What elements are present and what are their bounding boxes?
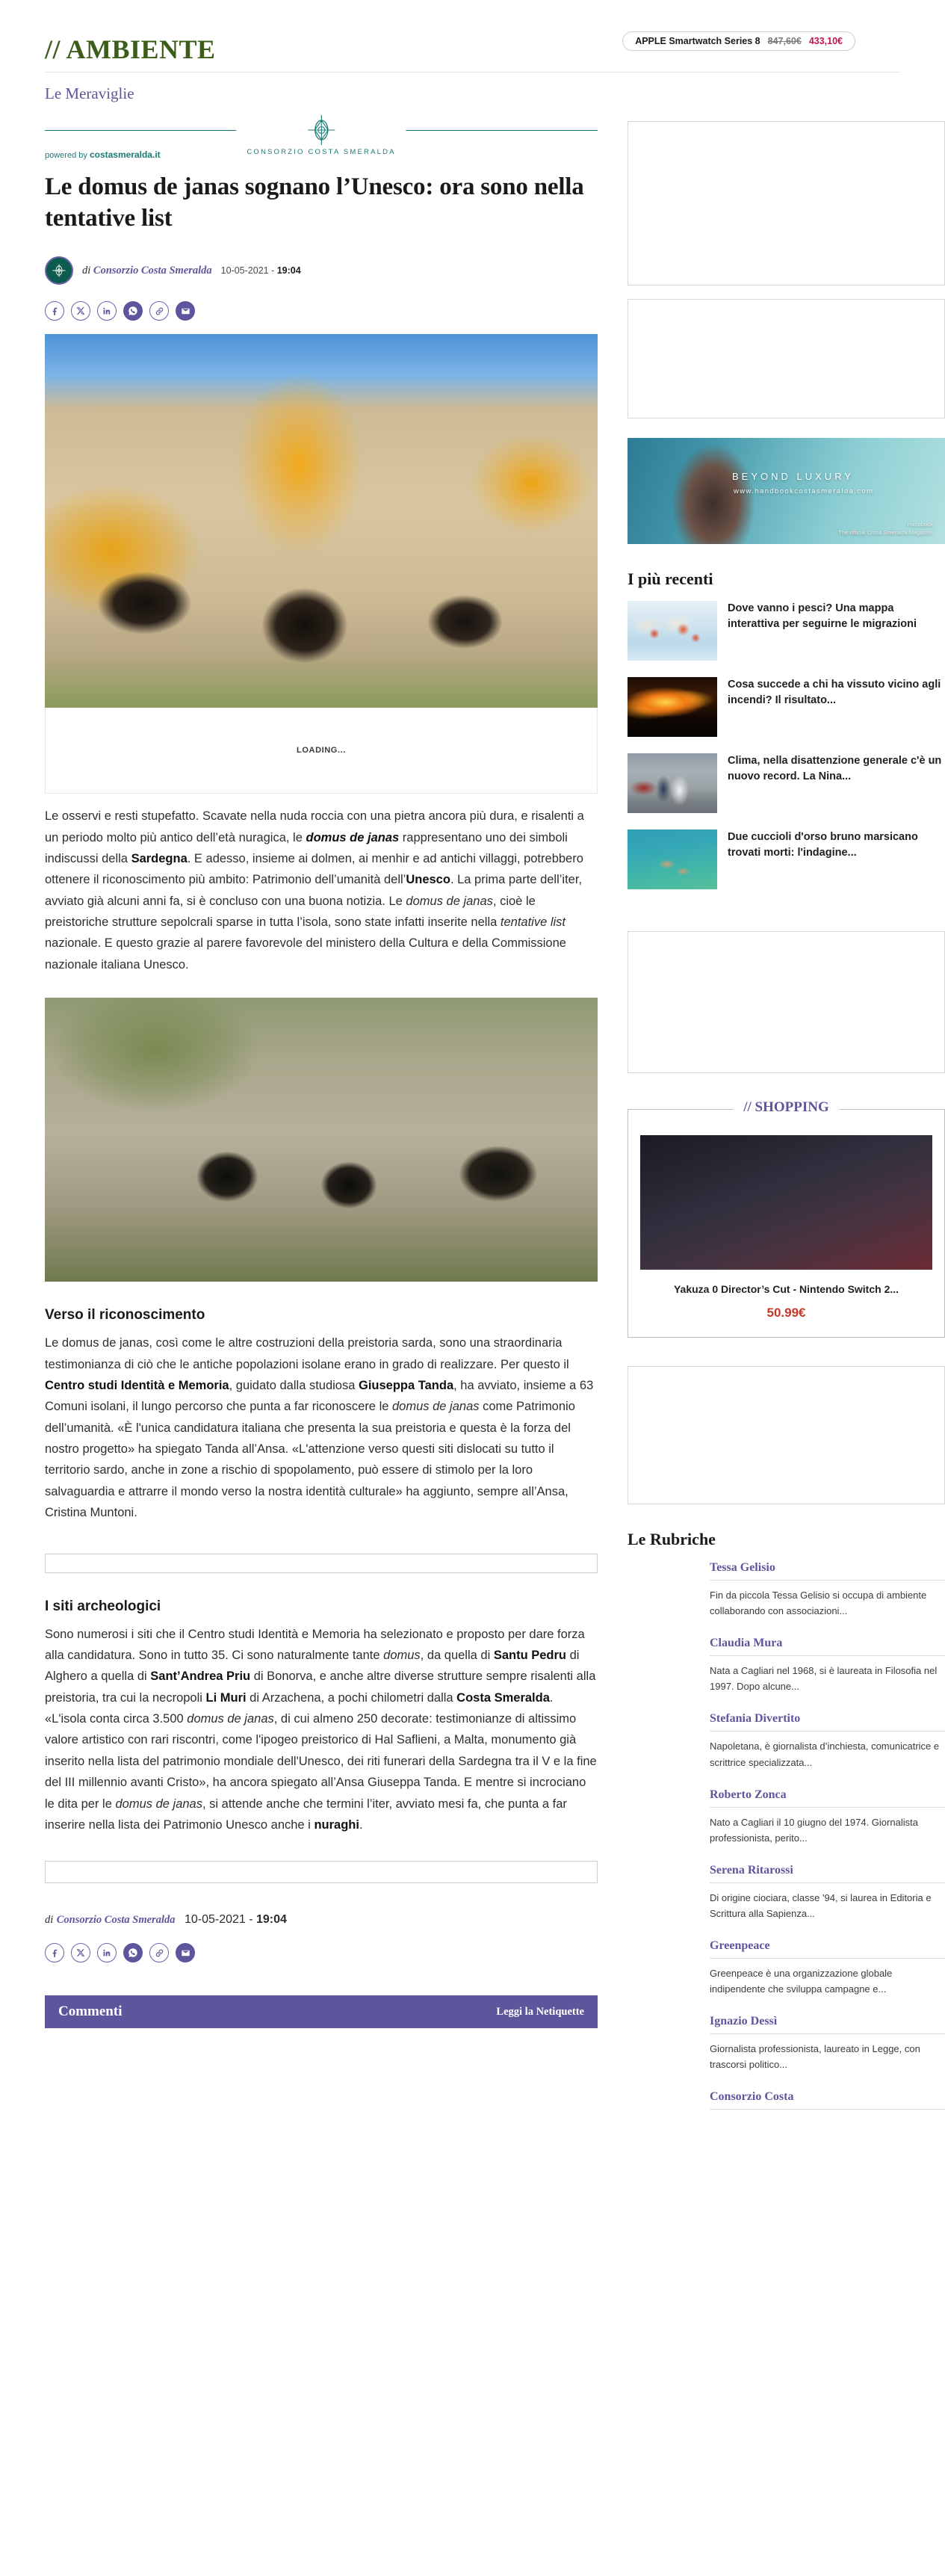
shopping-product-image[interactable]: [640, 1135, 932, 1270]
para3-seg-g: di Bonorva, e anche altre diverse strutture sempre risalenti alla preistoria, tra cui la necropoli: [45, 1670, 596, 1705]
article-paragraph-3: [45, 1624, 598, 1836]
ticker-old-price: 847,60€: [767, 36, 802, 46]
linkedin-icon[interactable]: [97, 1943, 117, 1962]
share-row-top: [45, 301, 598, 321]
byline-bottom-time-value: 19:04: [256, 1913, 287, 1927]
powered-by-brand: costasmeralda.it: [89, 149, 161, 160]
promo-banner[interactable]: [628, 438, 945, 544]
para3-seg-f: Sant’Andrea Priu: [150, 1670, 251, 1684]
rubrica-name[interactable]: Claudia Mura: [710, 1637, 945, 1656]
para2-seg-b: Centro studi Identità e Memoria: [45, 1378, 229, 1392]
main-column: [45, 108, 598, 2028]
para2-seg-a: Le domus de janas, così come le altre costruzioni della preistoria sarda, sono una straordinaria testimonianza di ciò che le antiche popolazioni isolane erano in grado di realizzare. Per questo il: [45, 1336, 569, 1371]
sponsor-strip: [45, 114, 598, 160]
para1-seg-g: . La prima parte dell’iter, avviato già alcuni anni fa, si è concluso con una buona notizia. Le: [45, 873, 583, 908]
para3-seg-i: di Arzachena, a pochi chilometri dalla: [246, 1690, 457, 1705]
recent-title-1: Dove vanno i pesci? Una mappa interattiva per seguirne le migrazioni: [728, 602, 917, 630]
email-icon[interactable]: [176, 301, 195, 321]
price-ticker[interactable]: [622, 31, 855, 51]
section-kicker-label: AMBIENTE: [66, 34, 216, 64]
rubrica-desc: Giornalista professionista, laureato in Legge, con trascorsi politico...: [710, 2042, 920, 2070]
byline-bottom-prefix: di: [45, 1914, 54, 1927]
para2-seg-e: , ha avviato, insieme a 63 Comuni isolani, il lungo percorso che punta a far riconoscere le: [45, 1378, 594, 1414]
rubrica-item[interactable]: [628, 1561, 945, 1619]
promo-url: www.handbookcostasmeralda.com: [734, 487, 874, 495]
powered-by[interactable]: [45, 149, 168, 160]
para3-seg-q: .: [359, 1817, 363, 1832]
rubrica-desc: Nato a Cagliari il 10 giugno del 1974. Giornalista professionista, perito...: [710, 1816, 918, 1844]
article-paragraph-2: [45, 1332, 598, 1523]
avatar: [45, 256, 73, 285]
byline-bottom-date-value: 10-05-2021 -: [184, 1913, 256, 1927]
byline: [45, 256, 598, 285]
promo-footer: [838, 520, 933, 537]
loading-placeholder: [45, 708, 598, 794]
para1-seg-k: nazionale. E questo grazie al parere favorevole del ministero della Cultura e della Commissione nazionale italiana Unesco.: [45, 936, 566, 972]
sponsor-brand[interactable]: [236, 114, 406, 156]
para1-seg-h: domus de janas: [406, 894, 493, 908]
section-heading-verso: Verso il riconoscimento: [45, 1307, 205, 1323]
recent-thumb-2: [628, 677, 717, 737]
recent-title-4: Due cuccioli d'orso bruno marsicano trovati morti: l'indagine...: [728, 831, 918, 859]
promo-footer-line2: The official Costa Smeralda Magazine: [838, 528, 933, 536]
rubrica-desc: Di origine ciociara, classe '94, si laurea in Editoria e Scrittura alla Sapienza...: [710, 1891, 932, 1919]
para1-seg-e: . E adesso, insieme ai dolmen, ai menhir e ad antichi villaggi, potrebbero ottenere il riconoscimento più ambito: Patrimonio dell’umanità dell’: [45, 851, 583, 887]
byline-bottom-date: [185, 1913, 287, 1926]
shopping-card: [628, 1099, 945, 1338]
para3-seg-n: domus de janas: [115, 1797, 202, 1811]
byline-bottom: [45, 1913, 598, 1927]
para3-seg-m: , di cui almeno 250 decorate: testimonianze di altissimo valore artistico con rari riscontri, come l'ipogeo preistorico di Hal Saflieni, a Malta, monumento già inserito nella lista del patrimonio mondiale dell'Unesco, dei riti funerari della Sardegna tra il V e la fine del III millennio avanti Cristo», ha ancora spiegato all’Ansa Giuseppa Tanda. E mentre si incrociano le dita per le: [45, 1712, 597, 1811]
section-kicker-slashes: //: [45, 34, 61, 64]
comments-bar: [45, 1995, 598, 2028]
breadcrumb[interactable]: [45, 72, 900, 108]
rubrica-item[interactable]: [628, 1788, 945, 1846]
recent-article-2[interactable]: [628, 677, 945, 737]
rubrica-desc: Greenpeace è una organizzazione globale indipendente che sviluppa campagne e...: [710, 1967, 893, 1995]
para3-seg-d: Santu Pedru: [493, 1648, 567, 1662]
ad-slot-fourth[interactable]: [628, 1366, 945, 1504]
recent-title-2: Cosa succede a chi ha vissuto vicino agli incendi? Il risultato...: [728, 679, 941, 706]
recent-title-3: Clima, nella disattenzione generale c'è un nuovo record. La Nina...: [728, 755, 942, 782]
rubrica-name[interactable]: Stefania Divertito: [710, 1712, 945, 1732]
facebook-icon[interactable]: [45, 1943, 64, 1962]
ticker-product-name: APPLE Smartwatch Series 8: [635, 36, 760, 46]
recent-thumb-3: [628, 753, 717, 813]
para3-seg-p: nuraghi: [314, 1817, 359, 1832]
rubrica-item[interactable]: [628, 1712, 945, 1770]
ad-slot-third[interactable]: [628, 931, 945, 1073]
byline-text: [82, 265, 212, 277]
para1-seg-f: Unesco: [406, 873, 450, 887]
para2-seg-g: come Patrimonio dell’umanità. «È l'unica candidatura italiana che presenta la sua preistoria e questa è la forza del nostro progetto» ha spiegato Tanda all’Ansa. «L'attenzione verso questi siti dislocati su tutto il territorio sardo, anche in zone a rischio di spopolamento, può essere di stimolo per la loro salvaguardia e attrarre il mondo verso la nostra identità culturale» ha aggiunto, sempre all’Ansa, Cristina Muntoni.: [45, 1400, 575, 1520]
comments-title: Commenti: [58, 2004, 123, 2020]
shopping-heading: // SHOPPING: [733, 1099, 840, 1116]
article-paragraph-1: [45, 806, 598, 975]
recent-section-title: I più recenti: [628, 569, 713, 588]
whatsapp-icon[interactable]: [123, 1943, 143, 1962]
para3-seg-c: , da quella di: [420, 1648, 494, 1662]
byline-date-value: 10-05-2021 -: [220, 265, 277, 277]
byline-date: [221, 265, 301, 276]
hero-figure: [45, 334, 598, 794]
para1-seg-i: , cioè le preistoriche strutture sepolcrali sparse in tutta l’isola, sono state infatti inserite nella: [45, 894, 536, 930]
rubrica-item[interactable]: [628, 1939, 945, 1997]
rubrica-item[interactable]: [628, 1864, 945, 1921]
netiquette-link[interactable]: Leggi la Netiquette: [496, 2005, 584, 2018]
rubrica-name[interactable]: Roberto Zonca: [710, 1788, 945, 1808]
para3-seg-h: Li Muri: [205, 1690, 247, 1705]
recent-article-3[interactable]: [628, 753, 945, 813]
link-icon[interactable]: [149, 1943, 169, 1962]
rubrica-name[interactable]: Ignazio Dessì: [710, 2015, 945, 2034]
para3-seg-a: Sono numerosi i siti che il Centro studi Identità e Memoria ha selezionato e proposto per dare forza alla candidatura. Sono in tutto 35. Ci sono naturalmente tante: [45, 1627, 585, 1662]
byline-bottom-author[interactable]: Consorzio Costa Smeralda: [56, 1914, 176, 1927]
para1-seg-a: Le osservi e resti stupefatto. Scavate nella nuda roccia con una pietra ancora più dura, e risalenti a un periodo molto più antico dell’età nuragica, le: [45, 809, 584, 844]
ad-slot-top[interactable]: [628, 121, 945, 285]
section-kicker[interactable]: [45, 36, 216, 72]
para2-seg-d: Giuseppa Tanda: [359, 1378, 454, 1392]
shopping-product-price: 50.99€: [766, 1306, 806, 1321]
top-bar: [45, 0, 900, 72]
para3-seg-e: di Alghero a quella di: [45, 1648, 580, 1684]
para2-seg-c: , guidato dalla studiosa: [229, 1378, 359, 1392]
para3-seg-k: . «L'isola conta circa 3.500: [45, 1690, 554, 1726]
para3-seg-o: , si attende anche che termini l’iter, avviato mesi fa, che punta a far inserire nella lista dei Patrimonio Unesco anche i: [45, 1797, 567, 1832]
para3-seg-l: domus de janas: [187, 1712, 274, 1726]
para1-seg-b: domus de janas: [306, 830, 400, 844]
inline-placeholder-2: [45, 1861, 598, 1883]
whatsapp-icon[interactable]: [123, 301, 143, 321]
rubrica-item[interactable]: [628, 2015, 945, 2072]
para1-seg-j: tentative list: [500, 915, 566, 930]
rubrica-item[interactable]: [628, 1637, 945, 1694]
byline-time-value: 19:04: [276, 265, 301, 277]
sidebar: [628, 108, 945, 2128]
para3-seg-j: Costa Smeralda: [456, 1690, 550, 1705]
sponsor-brand-name: CONSORZIO COSTA SMERALDA: [247, 148, 396, 156]
rubriche-section-title: Le Rubriche: [628, 1530, 716, 1549]
byline-author[interactable]: Consorzio Costa Smeralda: [93, 264, 212, 277]
rubrica-name[interactable]: Serena Ritarossi: [710, 1864, 945, 1883]
rubrica-desc: Fin da piccola Tessa Gelisio si occupa di ambiente collaborando con associazioni...: [710, 1590, 927, 1617]
x-twitter-icon[interactable]: [71, 301, 90, 321]
compass-rose-icon: [247, 114, 395, 146]
shopping-product-name[interactable]: Yakuza 0 Director’s Cut - Nintendo Switch 2...: [673, 1283, 899, 1295]
inline-placeholder-1: [45, 1554, 598, 1573]
rubrica-name[interactable]: Consorzio Costa: [710, 2090, 945, 2110]
x-twitter-icon[interactable]: [71, 1943, 90, 1962]
rubrica-desc: Nata a Cagliari nel 1968, si è laureata in Filosofia nel 1997. Dopo alcune...: [710, 1665, 938, 1693]
facebook-icon[interactable]: [45, 301, 64, 321]
section-heading-siti: I siti archeologici: [45, 1598, 161, 1614]
rubrica-item[interactable]: [628, 2090, 945, 2110]
email-icon[interactable]: [176, 1943, 195, 1962]
breadcrumb-label: Le Meraviglie: [45, 84, 134, 102]
para3-seg-b: domus: [383, 1648, 421, 1662]
page-title: Le domus de janas sognano l’Unesco: ora sono nella tentative list: [45, 173, 584, 232]
para2-seg-f: domus de janas: [392, 1400, 480, 1414]
para1-seg-c: rappresentano uno dei simboli indiscussi della: [45, 830, 568, 865]
linkedin-icon[interactable]: [97, 301, 117, 321]
loading-label: LOADING...: [297, 746, 346, 756]
recent-article-1[interactable]: [628, 601, 945, 661]
para1-seg-d: Sardegna: [131, 851, 188, 865]
article-image-2: [45, 998, 598, 1282]
byline-prefix: di: [82, 264, 91, 277]
share-row-bottom: [45, 1943, 598, 1962]
recent-article-4[interactable]: [628, 830, 945, 889]
recent-thumb-4: [628, 830, 717, 889]
ad-slot-second[interactable]: [628, 299, 945, 418]
rubrica-name[interactable]: Greenpeace: [710, 1939, 945, 1959]
ticker-new-price: 433,10€: [808, 36, 843, 46]
rubrica-desc: Napoletana, è giornalista d’inchiesta, comunicatrice e scrittrice specializzata...: [710, 1741, 940, 1768]
promo-title: BEYOND LUXURY: [732, 471, 855, 482]
promo-footer-line1: Handbook: [907, 520, 933, 528]
recent-thumb-1: [628, 601, 717, 661]
powered-by-label: powered by: [45, 151, 87, 160]
hero-image: [45, 334, 598, 708]
content-columns: [45, 108, 942, 2128]
link-icon[interactable]: [149, 301, 169, 321]
rubrica-name[interactable]: Tessa Gelisio: [710, 1561, 945, 1581]
